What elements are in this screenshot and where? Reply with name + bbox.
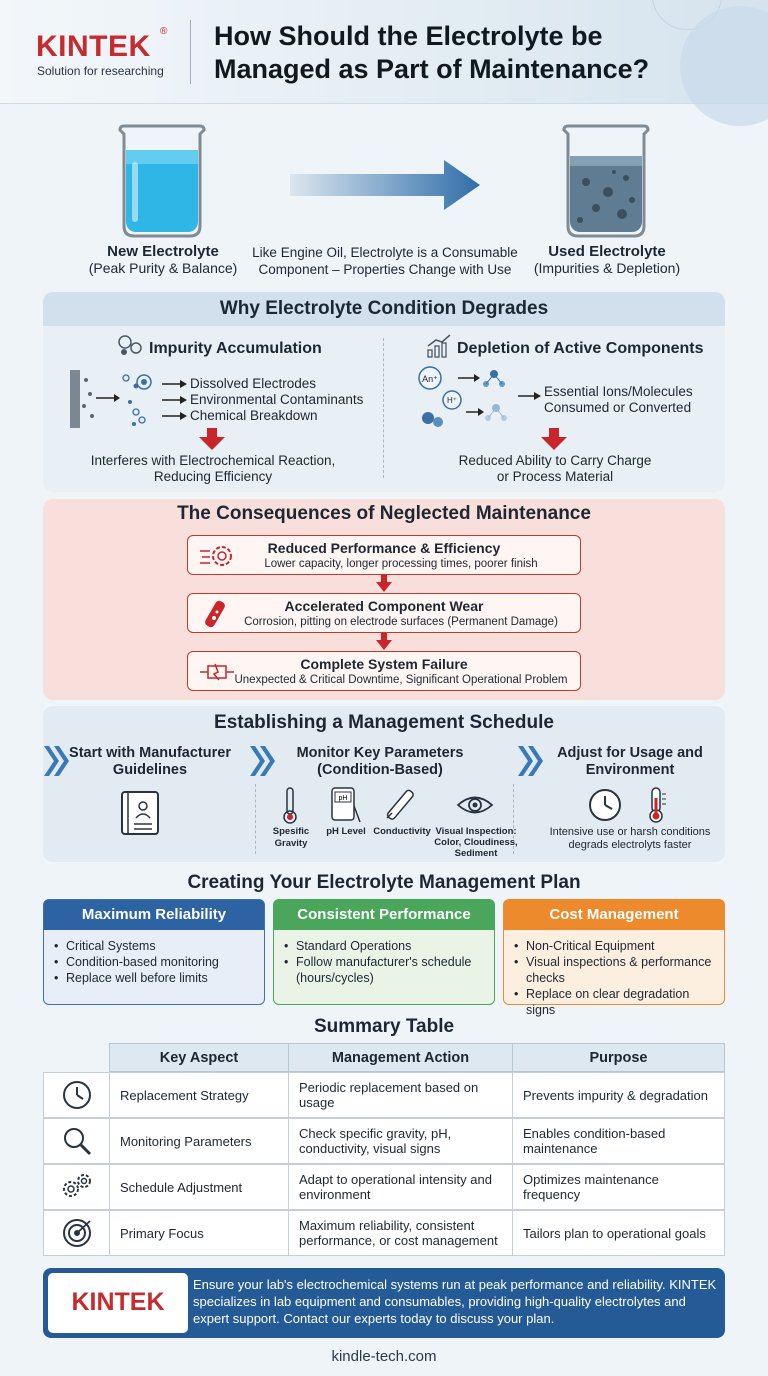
plan-card-performance: [273, 899, 495, 1005]
transition-arrow-icon: [290, 158, 482, 212]
impurity-result-line-2: Reducing Efficiency: [153, 469, 273, 484]
impurity-result: [70, 453, 356, 485]
usage-note: [538, 826, 722, 852]
step-monitor-parameters: [282, 745, 478, 779]
magnifier-icon: [61, 1125, 93, 1157]
step-2-line-1: Monitor Key Parameters: [296, 745, 464, 761]
impurity-accumulation-heading: Impurity Accumulation: [149, 340, 322, 357]
table-cell-aspect: Schedule Adjustment: [109, 1164, 289, 1210]
table-icon-cell: [43, 1164, 110, 1210]
table-icon-cell: [43, 1072, 110, 1118]
panel-divider: [383, 338, 384, 478]
used-electrolyte-subtitle: (Impurities & Depletion): [533, 260, 681, 276]
impurity-result-line-1: Interferes with Electrochemical Reaction,: [90, 453, 336, 468]
brand-tagline: Solution for researching: [37, 64, 164, 78]
impurity-list: [190, 376, 363, 424]
plan-card-2-title: Consistent Performance: [274, 900, 494, 930]
consequences-title: The Consequences of Neglected Maintenance: [177, 503, 591, 524]
schedule-divider-1: [255, 784, 256, 854]
table-cell-purpose: Tailors plan to operational goals: [512, 1210, 725, 1256]
step-3-line-2: Environment: [585, 762, 675, 778]
step-2-line-2: (Condition-Based): [317, 762, 443, 778]
param-4-line-2: Color, Cloudiness,: [434, 837, 518, 848]
clock-icon: [61, 1079, 93, 1111]
table-cell-aspect: Replacement Strategy: [109, 1072, 289, 1118]
impurity-arrows-icon: [160, 376, 188, 424]
list-item: • Visual inspections & performance checks: [514, 954, 716, 986]
ph-meter-icon: [330, 786, 362, 824]
conductivity-probe-icon: [383, 786, 423, 822]
gears-icon: [59, 1171, 95, 1203]
hydrometer-icon: [280, 786, 300, 826]
ph-meter-text: pH: [338, 795, 348, 802]
depletion-line-2: Consumed or Converted: [544, 400, 692, 415]
consequence-3-subtitle: Unexpected & Critical Downtime, Significant Operational Problem: [234, 674, 568, 686]
header-divider: [190, 20, 191, 84]
website-link[interactable]: kindle-tech.com: [331, 1348, 437, 1365]
schedule-title: Establishing a Management Schedule: [214, 712, 554, 733]
step-adjust-usage: [546, 745, 714, 779]
table-cell-purpose: Enables condition-based maintenance: [512, 1118, 725, 1164]
clock-icon: [587, 787, 623, 823]
used-electrolyte-title: Used Electrolyte: [548, 243, 666, 260]
list-item: • Replace well before limits: [54, 970, 256, 986]
table-cell-purpose: Optimizes maintenance frequency: [512, 1164, 725, 1210]
table-icon-cell: [43, 1118, 110, 1164]
new-electrolyte-beaker-icon: [112, 122, 212, 240]
table-cell-aspect: Primary Focus: [109, 1210, 289, 1256]
table-cell-purpose: Prevents impurity & degradation: [512, 1072, 725, 1118]
analogy-line-1: Like Engine Oil, Electrolyte is a Consumable: [252, 245, 518, 260]
depletion-chart-icon: [426, 334, 452, 358]
plan-card-3-list: [514, 938, 716, 1018]
list-item: • Critical Systems: [54, 938, 256, 954]
brand-logo[interactable]: KINTEK: [36, 30, 151, 63]
step-1-line-2: Guidelines: [112, 762, 188, 778]
table-header-purpose: Purpose: [512, 1043, 725, 1072]
param-visual-inspection: [434, 826, 518, 859]
list-item: • Standard Operations: [284, 938, 486, 954]
impurity-particles-icon: [116, 334, 144, 358]
consequence-2-subtitle: Corrosion, pitting on electrode surfaces (Permanent Damage): [244, 616, 558, 628]
consequence-card-1: [187, 535, 581, 575]
step-manufacturer-guidelines: [66, 745, 234, 779]
table-cell-action: Maximum reliability, consistent performance, or cost management: [288, 1210, 513, 1256]
ion-h-text: H⁺: [447, 396, 457, 405]
table-cell-action: Adapt to operational intensity and environment: [288, 1164, 513, 1210]
list-item: • Non-Critical Equipment: [514, 938, 716, 954]
down-arrow-icon: [199, 428, 225, 450]
plan-card-1-title: Maximum Reliability: [44, 900, 264, 930]
depletion-line-1: Essential Ions/Molecules: [544, 384, 693, 399]
eye-icon: [456, 792, 494, 818]
consequence-card-2: [187, 593, 581, 633]
consequence-1-title: Reduced Performance & Efficiency: [267, 540, 501, 556]
param-specific-gravity: [266, 826, 316, 850]
consequence-1-subtitle: Lower capacity, longer processing times, poorer finish: [264, 558, 538, 570]
manual-book-icon: [120, 790, 162, 838]
used-electrolyte-beaker-icon: [556, 122, 656, 240]
consequence-card-3: [187, 651, 581, 691]
list-item: • Replace on clear degradation signs: [514, 986, 716, 1018]
table-icon-cell: [43, 1210, 110, 1256]
table-cell-action: Check specific gravity, pH, conductivity, visual signs: [288, 1118, 513, 1164]
table-header-aspect: Key Aspect: [109, 1043, 289, 1072]
target-icon: [61, 1217, 93, 1249]
table-cell-action: Periodic replacement based on usage: [288, 1072, 513, 1118]
step-1-line-1: Start with Manufacturer: [69, 745, 231, 761]
used-electrolyte-label: [512, 243, 702, 277]
chevron-right-icon: [518, 746, 544, 776]
depletion-heading: Depletion of Active Components: [457, 340, 704, 357]
param-4-line-1: Visual Inspection:: [435, 826, 517, 837]
summary-table: [43, 1043, 725, 1256]
chevron-right-icon: [250, 746, 276, 776]
page-title: How Should the Electrolyte be Managed as Part of Maintenance?: [214, 21, 650, 84]
table-header-action: Management Action: [288, 1043, 513, 1072]
impurity-item-3: Chemical Breakdown: [190, 408, 318, 423]
footer-brand-logo[interactable]: KINTEK: [71, 1288, 165, 1316]
ion-a-text: An⁺: [422, 374, 438, 384]
cta-banner: [43, 1268, 725, 1338]
thermometer-icon: [645, 786, 669, 824]
param-4-line-3: Sediment: [454, 848, 498, 859]
list-item: • Condition-based monitoring: [54, 954, 256, 970]
table-row: [43, 1072, 725, 1118]
param-conductivity: Conductivity: [373, 826, 431, 837]
param-1-line-1: Spesific: [272, 826, 310, 837]
plan-card-cost: [503, 899, 725, 1017]
plan-card-3-title: Cost Management: [504, 900, 724, 930]
new-electrolyte-title: New Electrolyte: [107, 243, 219, 260]
consequence-2-title: Accelerated Component Wear: [284, 598, 484, 614]
list-item: • Follow manufacturer's schedule (hours/cycles): [284, 954, 486, 986]
depletion-result-line-2: or Process Material: [496, 469, 614, 484]
table-cell-aspect: Monitoring Parameters: [109, 1118, 289, 1164]
table-row: [43, 1118, 725, 1164]
ion-depletion-icon: [416, 366, 546, 434]
usage-note-line-1: Intensive use or harsh conditions: [549, 826, 711, 838]
usage-note-line-2: degrads electrolyts faster: [568, 839, 692, 851]
registered-mark: ®: [160, 26, 168, 37]
down-arrow-icon: [376, 633, 392, 651]
depletion-description: [544, 384, 693, 416]
footer-logo-box: [48, 1273, 188, 1333]
depletion-result-line-1: Reduced Ability to Carry Charge: [458, 453, 652, 468]
param-1-line-2: Gravity: [274, 838, 308, 849]
new-electrolyte-subtitle: (Peak Purity & Balance): [88, 260, 238, 276]
analogy-line-2: Component – Properties Change with Use: [258, 262, 512, 277]
summary-title: Summary Table: [313, 1016, 455, 1037]
table-row: [43, 1210, 725, 1256]
param-ph-level: pH Level: [326, 826, 366, 837]
engine-oil-analogy: [244, 244, 526, 278]
step-3-line-1: Adjust for Usage and: [557, 745, 703, 761]
new-electrolyte-label: [68, 243, 258, 277]
plan-card-reliability: [43, 899, 265, 1005]
depletion-result: [412, 453, 698, 485]
table-row: [43, 1164, 725, 1210]
consequence-3-title: Complete System Failure: [300, 656, 468, 672]
degrade-title: Why Electrolyte Condition Degrades: [43, 292, 725, 326]
down-arrow-icon: [376, 575, 392, 593]
plan-card-2-list: [284, 938, 486, 986]
plan-card-1-list: [54, 938, 256, 986]
cta-text: Ensure your lab's electrochemical systems run at peak performance and reliability. KINTEK specializes in lab equipment and consumables, providing high-quality electrolytes and expert support. Contact our experts today to discuss your plan.: [193, 1277, 717, 1326]
down-arrow-icon: [541, 428, 567, 450]
impurity-item-2: Environmental Contaminants: [190, 392, 364, 407]
impurity-item-1: Dissolved Electrodes: [190, 376, 317, 391]
plan-title: Creating Your Electrolyte Management Plan: [187, 872, 581, 893]
